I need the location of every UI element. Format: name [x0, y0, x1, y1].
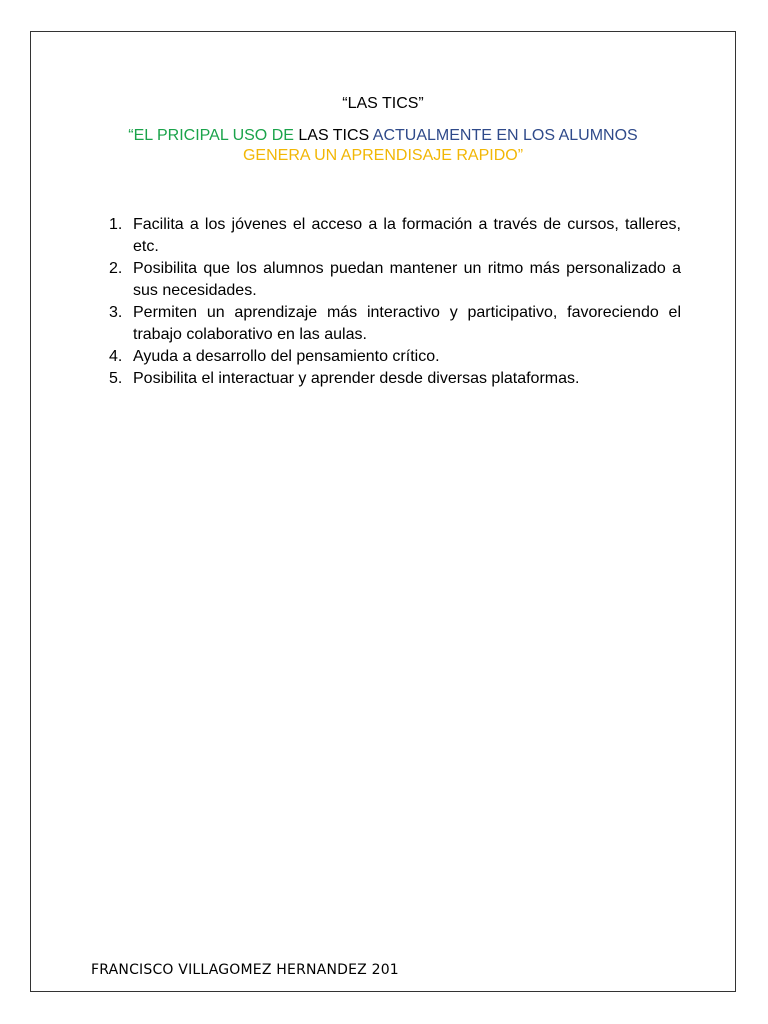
list-item-text: Posibilita que los alumnos puedan mantener un ritmo más personalizado a sus necesidades. [133, 260, 681, 299]
subtitle-segment-green: “EL PRICIPAL USO DE [128, 127, 299, 144]
document-page [30, 31, 736, 992]
document-title: “LAS TICS” [342, 95, 424, 112]
list-item [109, 368, 681, 390]
list-item-number: 4. [109, 348, 123, 365]
author-footer: FRANCISCO VILLAGOMEZ HERNANDEZ 201 [91, 962, 399, 978]
subtitle-segment-blue: ACTUALMENTE EN LOS ALUMNOS [372, 127, 638, 144]
document-subtitle [31, 126, 735, 166]
benefits-list [109, 214, 681, 390]
list-item-number: 5. [109, 370, 123, 387]
list-item [109, 258, 681, 302]
list-item-text: Posibilita el interactuar y aprender desde diversas plataformas. [133, 370, 580, 387]
list-item [109, 302, 681, 346]
list-item-number: 3. [109, 304, 123, 321]
subtitle-line-1 [31, 126, 735, 146]
list-item [109, 346, 681, 368]
list-item [109, 214, 681, 258]
list-item-text: Facilita a los jóvenes el acceso a la formación a través de cursos, talleres, etc. [133, 216, 681, 255]
list-item-text: Ayuda a desarrollo del pensamiento crítico. [133, 348, 440, 365]
list-item-text: Permiten un aprendizaje más interactivo y participativo, favoreciendo el trabajo colaborativo en las aulas. [133, 304, 681, 343]
subtitle-line-2 [31, 146, 735, 166]
list-item-number: 1. [109, 216, 123, 233]
list-item-number: 2. [109, 260, 123, 277]
subtitle-segment-yellow: GENERA UN APRENDISAJE RAPIDO” [242, 147, 524, 164]
subtitle-segment-black: LAS TICS [298, 127, 373, 144]
